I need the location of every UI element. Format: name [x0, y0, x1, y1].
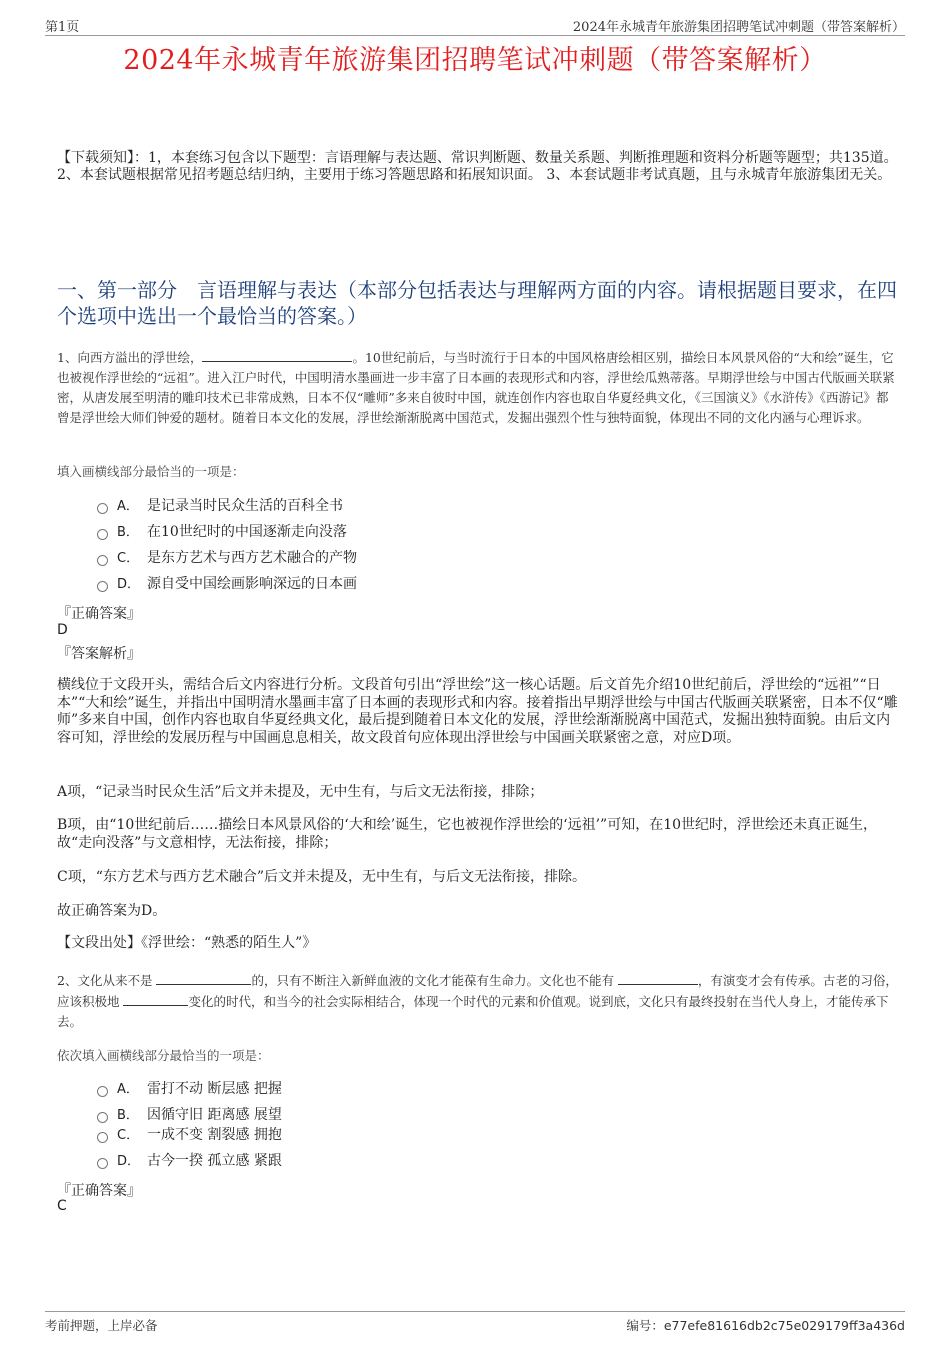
- option-letter: B．: [117, 1108, 139, 1123]
- option-text: 在10世纪时的中国逐渐走向没落: [147, 524, 347, 540]
- option-letter: A．: [117, 499, 139, 514]
- footer-code: [626, 1316, 905, 1334]
- section-heading: 一、第一部分 言语理解与表达（本部分包括表达与理解两方面的内容。请根据题目要求，在四个选项中选出一个最恰当的答案。）: [57, 278, 897, 328]
- answer-blank: [156, 970, 251, 985]
- question-1-option-d[interactable]: [97, 574, 357, 594]
- radio-icon[interactable]: [97, 1086, 108, 1097]
- analysis-option-c: C项，“东方艺术与西方艺术融合”后文并未提及，无中生有，与后文无法衔接，排除。: [57, 869, 587, 885]
- answer-blank: [123, 991, 188, 1006]
- option-letter: D．: [117, 577, 141, 592]
- option-text: 一成不变 割裂感 拥抱: [147, 1127, 282, 1143]
- analysis-option-b: B项，由“10世纪前后……描绘日本风景风俗的‘大和绘’诞生，它也被视作浮世绘的‘远祖’”可知，在10世纪时，浮世绘还未真正诞生，故“走向没落”与文意相悖，无法衔接，排除；: [57, 817, 878, 851]
- option-letter: D．: [117, 1154, 141, 1169]
- question-2-stem: [57, 970, 900, 1032]
- page-footer: [45, 1311, 905, 1334]
- question-1-stem: [57, 347, 900, 428]
- footer-code-value: e77efe81616db2c75e029179ff3a436d: [663, 1318, 905, 1333]
- analysis-conclusion: 故正确答案为D。: [57, 903, 167, 919]
- download-notice: 【下载须知】：1，本套练习包含以下题型：言语理解与表达题、常识判断题、数量关系题、判断推理题和资料分析题等题型；共135道。 2、本套试题根据常见招考题总结归纳，主要用于练习答题思路和拓展知识面。 3、本套试题非考试真题，且与永城青年旅游集团无关。: [57, 150, 898, 183]
- question-1-option-b[interactable]: [97, 522, 347, 542]
- question-2-option-a[interactable]: [97, 1079, 282, 1099]
- question-2-stem-part: 的，只有不断注入新鲜血液的文化才能葆有生命力。文化也不能有: [251, 973, 618, 988]
- question-1-prompt: 填入画横线部分最恰当的一项是：: [57, 464, 245, 479]
- correct-answer-label: 『正确答案』: [57, 1183, 141, 1199]
- option-text: 源自受中国绘画影响深远的日本画: [147, 576, 357, 592]
- question-2-option-b[interactable]: [97, 1105, 282, 1125]
- radio-icon[interactable]: [97, 1158, 108, 1169]
- header-doc-title: 2024年永城青年旅游集团招聘笔试冲刺题（带答案解析）: [572, 20, 905, 35]
- option-text: 是记录当时民众生活的百科全书: [147, 498, 343, 514]
- analysis-option-a: A项，“记录当时民众生活”后文并未提及，无中生有，与后文无法衔接，排除；: [57, 784, 544, 800]
- question-1-option-c[interactable]: [97, 548, 357, 568]
- radio-icon[interactable]: [97, 503, 108, 514]
- option-text: 因循守旧 距离感 展望: [147, 1107, 282, 1123]
- radio-icon[interactable]: [97, 555, 108, 566]
- page-number: 第1页: [45, 20, 80, 35]
- correct-answer-label: 『正确答案』: [57, 606, 141, 622]
- footer-code-label: 编号：: [626, 1318, 664, 1333]
- radio-icon[interactable]: [97, 1132, 108, 1143]
- question-1-stem-rest: 。10世纪前后，与当时流行于日本的中国风格唐绘相区别，描绘日本风景风俗的“大和绘”诞生，它也被视作浮世绘的“远祖”。进入江户时代，中国明清水墨画进一步丰富了日本画的表现形式和内容，浮世绘瓜熟蒂落。早期浮世绘与中国古代版画关联紧密，从唐发展至明清的雕印技术已非常成熟，日本不仅“雕师”多来自彼时中国，就连创作内容也取自华夏经典文化，《三国演义》《水浒传》《西游记》都曾是浮世绘大师们钟爱的题材。随着日本文化的发展，浮世绘渐渐脱离中国范式，发掘出强烈个性与独特面貌，体现出不同的文化内涵与心理诉求。: [57, 350, 895, 425]
- footer-slogan: 考前押题，上岸必备: [45, 1318, 158, 1333]
- option-letter: A．: [117, 1082, 139, 1097]
- document-title: 2024年永城青年旅游集团招聘笔试冲刺题（带答案解析）: [123, 45, 827, 76]
- question-1-stem-start: 1、向西方溢出的浮世绘，: [57, 350, 203, 365]
- question-2-prompt: 依次填入画横线部分最恰当的一项是：: [57, 1048, 270, 1063]
- question-2-option-d[interactable]: [97, 1151, 282, 1171]
- option-text: 雷打不动 断层感 把握: [147, 1081, 282, 1097]
- radio-icon[interactable]: [97, 529, 108, 540]
- correct-answer: D: [57, 622, 68, 638]
- option-letter: C．: [117, 1128, 140, 1143]
- analysis-label: 『答案解析』: [57, 646, 141, 662]
- radio-icon[interactable]: [97, 1112, 108, 1123]
- radio-icon[interactable]: [97, 581, 108, 592]
- question-2-option-c[interactable]: [97, 1125, 282, 1145]
- analysis-paragraph: 横线位于文段开头，需结合后文内容进行分析。文段首句引出“浮世绘”这一核心话题。后文首先介绍10世纪前后，浮世绘的“远祖”“日本”“大和绘”诞生，并指出中国明清水墨画丰富了日本画的表现形式和内容。接着指出早期浮世绘与中国古代版画关联紧密，日本不仅“雕师”多来自中国，创作内容也取自华夏经典文化，最后提到随着日本文化的发展，浮世绘渐渐脱离中国范式，发掘出独特面貌。由后文内容可知，浮世绘的发展历程与中国画息息相关，故文段首句应体现出浮世绘与中国画关联紧密之意，对应D项。: [57, 677, 898, 746]
- answer-blank: [202, 347, 352, 362]
- option-letter: C．: [117, 551, 140, 566]
- question-1-option-a[interactable]: [97, 496, 343, 516]
- page-header: [45, 13, 905, 36]
- source-citation: 【文段出处】《浮世绘：“熟悉的陌生人”》: [57, 935, 317, 951]
- question-2-stem-part: ，有演变才会有传承。古老的习俗，应该积极地: [57, 973, 898, 1009]
- answer-blank: [618, 970, 698, 985]
- option-text: 古今一揆 孤立感 紧跟: [147, 1153, 282, 1169]
- option-letter: B．: [117, 525, 139, 540]
- correct-answer: C: [57, 1198, 67, 1214]
- question-2-stem-part: 变化的时代，和当今的社会实际相结合，体现一个时代的元素和价值观。说到底，文化只有最终投射在当代人身上，才能传承下去。: [57, 994, 889, 1029]
- option-text: 是东方艺术与西方艺术融合的产物: [147, 550, 357, 566]
- question-2-stem-part: 2、文化从来不是: [57, 973, 157, 988]
